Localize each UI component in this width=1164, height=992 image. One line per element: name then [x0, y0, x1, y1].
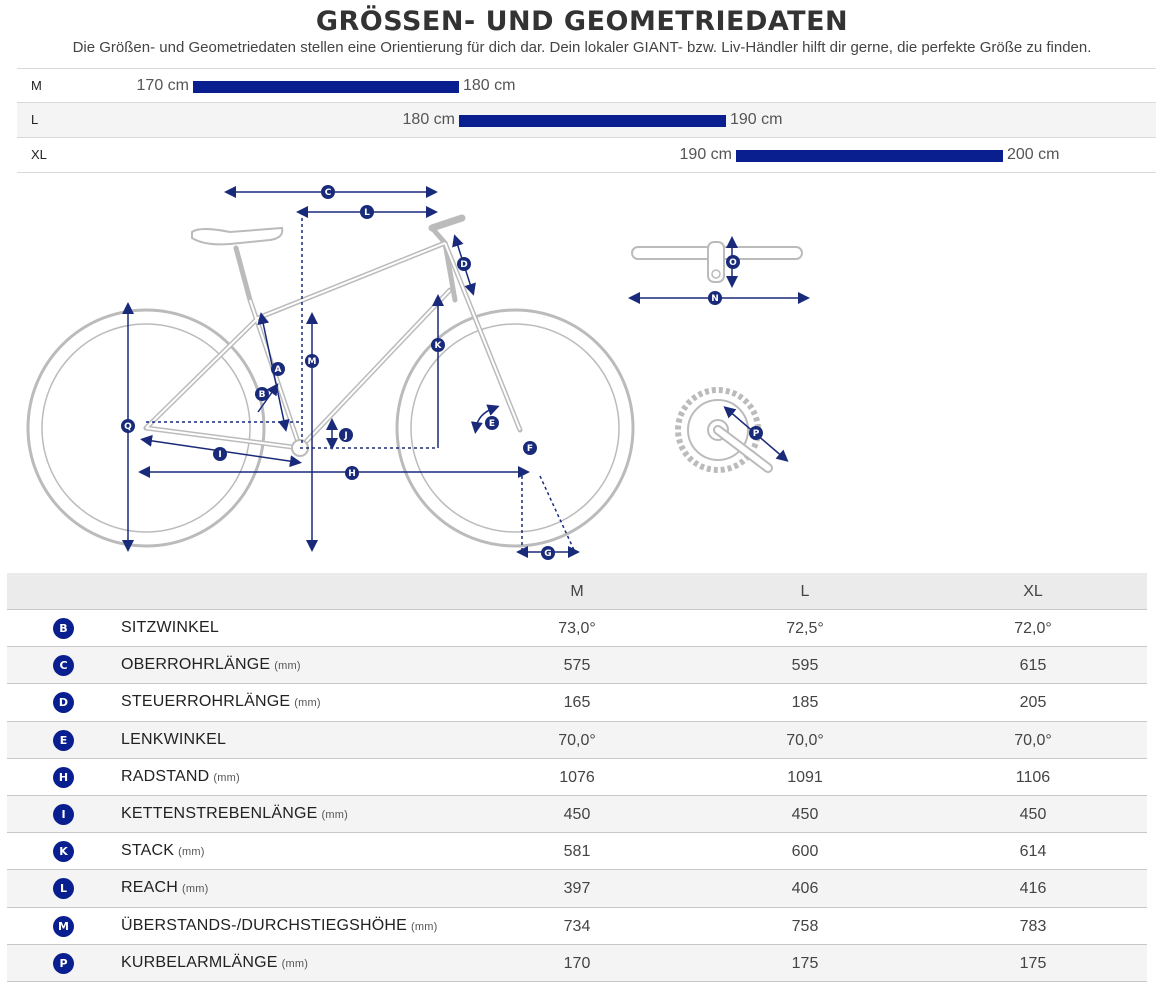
svg-text:P: P [752, 429, 760, 439]
row-badge: E [53, 730, 74, 751]
value-m: 70,0° [558, 731, 596, 749]
geometry-diagram [0, 176, 1164, 571]
geometry-row [7, 870, 1147, 907]
row-unit: (mm) [281, 957, 309, 970]
marker-o [726, 255, 740, 269]
value-xl: 72,0° [1014, 620, 1052, 637]
range-bar [459, 115, 726, 127]
row-badge: K [53, 841, 74, 862]
marker-k [431, 338, 445, 352]
bike-geometry-illustration [0, 176, 1164, 571]
value-xl: 70,0° [1014, 731, 1052, 749]
row-label [121, 731, 230, 749]
column-header-l: L [800, 583, 810, 600]
row-unit: (mm) [411, 920, 438, 933]
value-m: 581 [563, 843, 591, 861]
page-subtitle: Die Größen- und Geometriedaten stellen eine Orientierung für dich dar. Dein lokaler GIANT- bzw. Liv-Händler hilft dir gerne, die perfekte Größe zu finden. [72, 39, 1092, 56]
row-unit: (mm) [182, 883, 209, 896]
svg-text:J: J [344, 431, 348, 441]
value-l: 185 [791, 694, 819, 712]
value-xl: 205 [1019, 694, 1047, 712]
value-l: 72,5° [786, 620, 824, 637]
geometry-table [7, 573, 1147, 982]
marker-h [345, 466, 359, 480]
page-title: GRÖSSEN- UND GEOMETRIEDATEN [315, 6, 849, 37]
geometry-row [7, 945, 1147, 982]
row-badge: I [53, 804, 74, 825]
svg-text:F: F [526, 444, 534, 454]
row-label [121, 917, 437, 935]
value-m: 450 [563, 805, 591, 823]
value-l: 450 [791, 805, 819, 823]
row-label [121, 619, 223, 637]
marker-q [121, 419, 135, 433]
svg-text:H: H [348, 469, 356, 479]
row-label [121, 656, 301, 674]
geometry-row [7, 610, 1147, 647]
row-label [121, 842, 205, 860]
svg-text:D: D [460, 260, 468, 270]
value-xl: 450 [1019, 805, 1047, 823]
row-name: ÜBERSTANDS-/DURCHSTIEGSHÖHE [121, 916, 408, 934]
svg-text:K: K [434, 341, 442, 351]
row-badge: B [53, 618, 74, 639]
bike-frame-inner [146, 243, 520, 448]
value-l: 595 [791, 657, 819, 675]
range-min: 180 cm [402, 111, 455, 128]
value-m: 1076 [559, 768, 595, 786]
geometry-row [7, 796, 1147, 833]
size-label: L [31, 112, 39, 127]
row-unit: (mm) [274, 660, 301, 673]
value-m: 170 [563, 954, 591, 972]
range-max: 180 cm [463, 77, 516, 94]
geometry-row [7, 908, 1147, 945]
value-m: 734 [563, 917, 591, 935]
size-row-xl [17, 138, 1156, 173]
range-bar [736, 150, 1003, 162]
marker-m [305, 354, 319, 368]
range-min: 190 cm [679, 146, 732, 163]
marker-n [708, 291, 722, 305]
row-unit: (mm) [321, 808, 348, 821]
value-l: 758 [791, 917, 819, 935]
size-label: M [31, 78, 42, 93]
row-name: REACH [121, 879, 179, 897]
geometry-row [7, 647, 1147, 684]
row-badge: C [53, 655, 74, 676]
value-xl: 614 [1019, 843, 1047, 861]
marker-b [255, 387, 269, 401]
geometry-table-header [7, 573, 1147, 610]
marker-f [523, 441, 537, 455]
value-m: 73,0° [558, 620, 596, 637]
row-unit: (mm) [294, 697, 321, 710]
marker-c [321, 185, 335, 199]
row-badge: D [53, 692, 74, 713]
row-name: LENKWINKEL [121, 730, 227, 748]
row-name: STEUERROHRLÄNGE [121, 693, 291, 711]
row-unit: (mm) [213, 771, 240, 784]
row-name: SITZWINKEL [121, 619, 220, 636]
row-label [121, 768, 240, 786]
svg-text:N: N [711, 294, 719, 304]
value-l: 600 [791, 843, 819, 861]
size-label: XL [31, 147, 47, 162]
value-l: 406 [791, 880, 819, 898]
svg-text:E: E [488, 419, 496, 429]
row-badge: P [53, 953, 74, 974]
row-label [121, 805, 348, 823]
row-label [121, 879, 208, 897]
svg-text:O: O [729, 258, 737, 268]
row-label [121, 693, 321, 711]
row-name: KURBELARMLÄNGE [121, 953, 278, 971]
range-max: 190 cm [730, 111, 783, 128]
row-unit: (mm) [178, 846, 205, 859]
range-max: 200 cm [1007, 146, 1060, 163]
handlebar-view [632, 242, 804, 298]
row-name: KETTENSTREBENLÄNGE [121, 804, 318, 822]
stem [432, 218, 462, 228]
geometry-row [7, 759, 1147, 796]
value-xl: 416 [1019, 880, 1047, 898]
row-badge: L [53, 878, 74, 899]
svg-text:I: I [218, 450, 222, 460]
row-name: OBERROHRLÄNGE [121, 656, 271, 674]
value-l: 1091 [787, 768, 823, 786]
row-badge: M [53, 916, 74, 937]
row-badge: H [53, 767, 74, 788]
size-row-l [17, 103, 1156, 138]
value-xl: 1106 [1015, 768, 1051, 786]
value-m: 397 [563, 880, 591, 898]
geometry-row [7, 684, 1147, 721]
svg-text:C: C [324, 188, 332, 198]
marker-l [360, 205, 374, 219]
marker-a [271, 362, 285, 376]
svg-text:A: A [274, 365, 282, 375]
row-name: STACK [121, 842, 175, 860]
row-label [121, 954, 308, 972]
svg-text:B: B [258, 390, 266, 400]
range-bar [193, 81, 459, 93]
svg-text:L: L [364, 208, 370, 218]
svg-text:G: G [544, 549, 552, 559]
size-row-m [17, 68, 1156, 103]
value-m: 575 [563, 657, 591, 675]
value-xl: 783 [1019, 917, 1047, 935]
value-xl: 615 [1019, 657, 1047, 675]
row-name: RADSTAND [121, 767, 210, 785]
marker-d [457, 257, 471, 271]
marker-j [339, 428, 353, 442]
value-m: 165 [563, 694, 591, 712]
marker-g [541, 546, 555, 560]
svg-text:M: M [307, 357, 317, 367]
marker-p [749, 426, 763, 440]
range-min: 170 cm [136, 77, 189, 94]
saddle [192, 228, 282, 244]
size-range-table [17, 68, 1156, 173]
svg-text:Q: Q [124, 422, 132, 432]
geometry-row [7, 722, 1147, 759]
marker-i [213, 447, 227, 461]
column-header-xl: XL [1023, 583, 1043, 600]
value-xl: 175 [1019, 954, 1047, 972]
value-l: 70,0° [786, 731, 824, 749]
marker-e [485, 416, 499, 430]
geometry-row [7, 833, 1147, 870]
column-header-m: M [570, 583, 584, 600]
value-l: 175 [791, 954, 819, 972]
crankset-view [678, 390, 784, 470]
geometry-rows [7, 610, 1147, 982]
